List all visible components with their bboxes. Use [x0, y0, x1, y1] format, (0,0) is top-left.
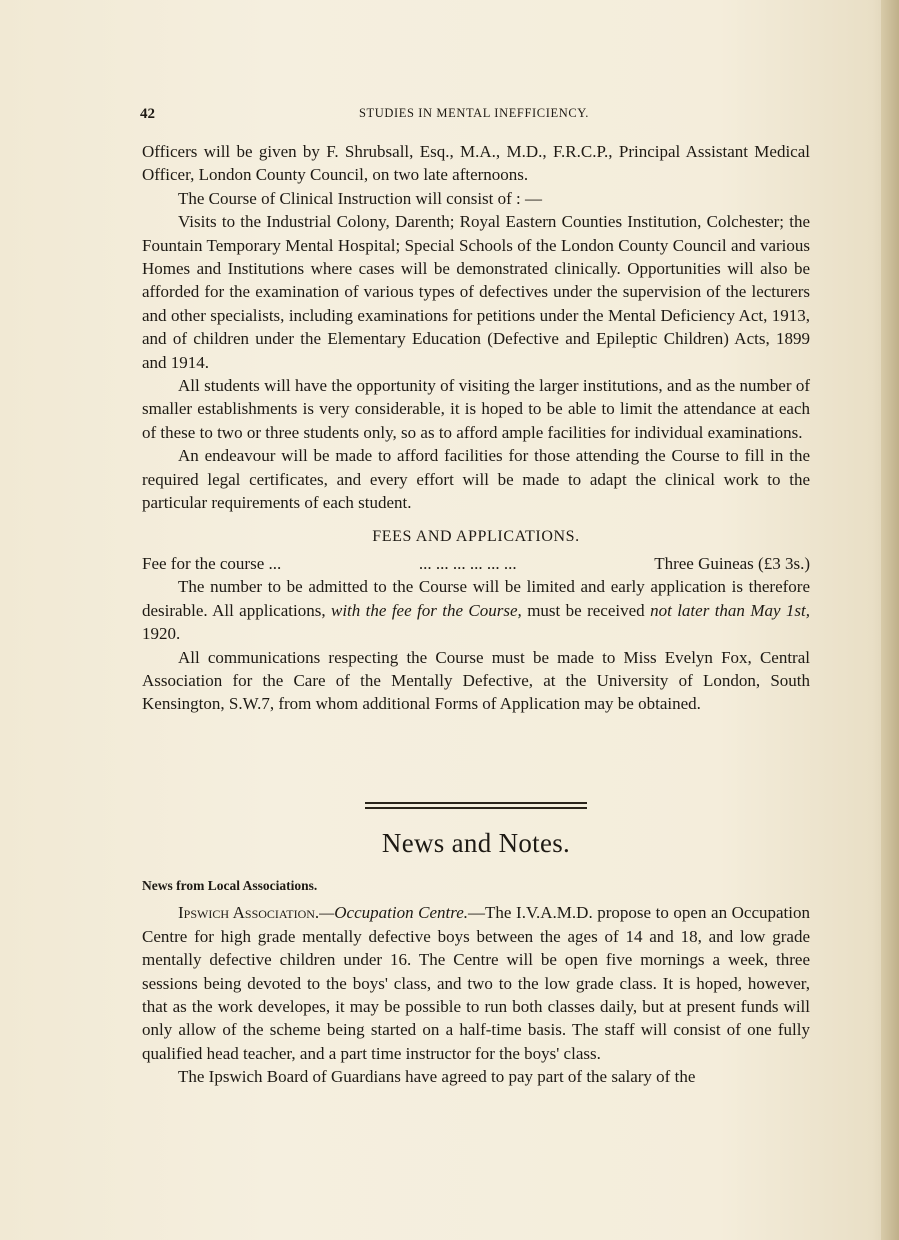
text-span: The number to be admitted to the Course will be limited and early application is therefore desirable. All applications, — [142, 577, 810, 620]
fees-heading: FEES AND APPLICATIONS. — [372, 527, 580, 545]
course-section — [142, 140, 810, 716]
paragraph: The Course of Clinical Instruction will consist of : — — [178, 188, 543, 208]
rule-line — [365, 807, 587, 809]
emphasis: with the fee for the Course, — [330, 600, 522, 620]
paragraph: All students will have the opportunity of visiting the larger institutions, and as the number of smaller establishments is very considerable, it is hoped to be able to limit the attendance at each of these to two or three students only, so as to afford ample facilities for individual examinations. — [142, 376, 810, 442]
emphasis: not later than May 1st, — [650, 600, 811, 620]
fee-label: Fee for the course ... — [142, 553, 282, 573]
paragraph: An endeavour will be made to afford facilities for those attending the Course to fill in the required legal certificates, and every effort will be made to adapt the clinical work to the particular requirements of each student. — [142, 446, 810, 513]
running-head: STUDIES IN MENTAL INEFFICIENCY. — [358, 106, 590, 120]
text-span: —The I.V.A.M.D. propose to open an Occupation Centre for high grade mentally defective boys between the ages of 14 and 18, and low grade mentally defective children under 16. The Centre will be open five mornings a week, three sessions being devoted to the boys' class, and two to the low grade class. It is hoped, however, that as the work developes, it may be possible to run both classes daily, but at present funds will only allow of the scheme being started on a half-time basis. The staff will consist of one fully qualified head teacher, and a part time instructor for the boys' class. — [142, 903, 810, 1063]
double-rule-divider — [365, 802, 587, 812]
page-number: 42 — [140, 106, 155, 122]
guardians-paragraph: The Ipswich Board of Guardians have agreed to pay part of the salary of the — [178, 1067, 696, 1087]
applications-paragraph — [142, 575, 810, 645]
fee-line — [142, 552, 810, 575]
ipswich-paragraph — [142, 901, 810, 1065]
page-edge-shadow — [881, 0, 899, 1240]
communications-paragraph: All communications respecting the Course must be made to Miss Evelyn Fox, Central Association for the Care of the Mentally Defective, at the University of London, South Kensington, S.W.7, from whom additional Forms of Application may be obtained. — [142, 647, 810, 714]
news-section — [142, 874, 810, 1089]
news-title: News and Notes. — [381, 828, 571, 858]
fee-value: Three Guineas (£3 3s.) — [654, 553, 810, 573]
paragraph: Officers will be given by F. Shrubsall, Esq., M.A., M.D., F.R.C.P., Principal Assistant Medical Officer, London County Council, on two late afternoons. — [142, 142, 810, 185]
rule-line — [365, 802, 587, 804]
news-subhead: News from Local Associations. — [142, 878, 318, 893]
text-span: must be received — [521, 600, 651, 620]
association-name: Ipswich Association. — [178, 903, 320, 923]
emphasis: —Occupation Centre. — [319, 903, 469, 923]
paragraph: Visits to the Industrial Colony, Darenth; Royal Eastern Counties Institution, Colchester; the Fountain Temporary Mental Hospital; Special Schools of the London County Council and various Homes and Institutions where cases will be demonstrated clinically. Opportunities will also be afforded for the examination of various types of defectives under the supervision of the lecturers and other specialists, including examinations for petitions under the Mental Deficiency Act, 1913, and of children under the Elementary Education (Defective and Epileptic Children) Acts, 1899 and 1914. — [142, 212, 810, 372]
text-span: 1920. — [142, 624, 181, 644]
fee-leader-dots: ... ... ... ... ... ... — [418, 553, 517, 573]
